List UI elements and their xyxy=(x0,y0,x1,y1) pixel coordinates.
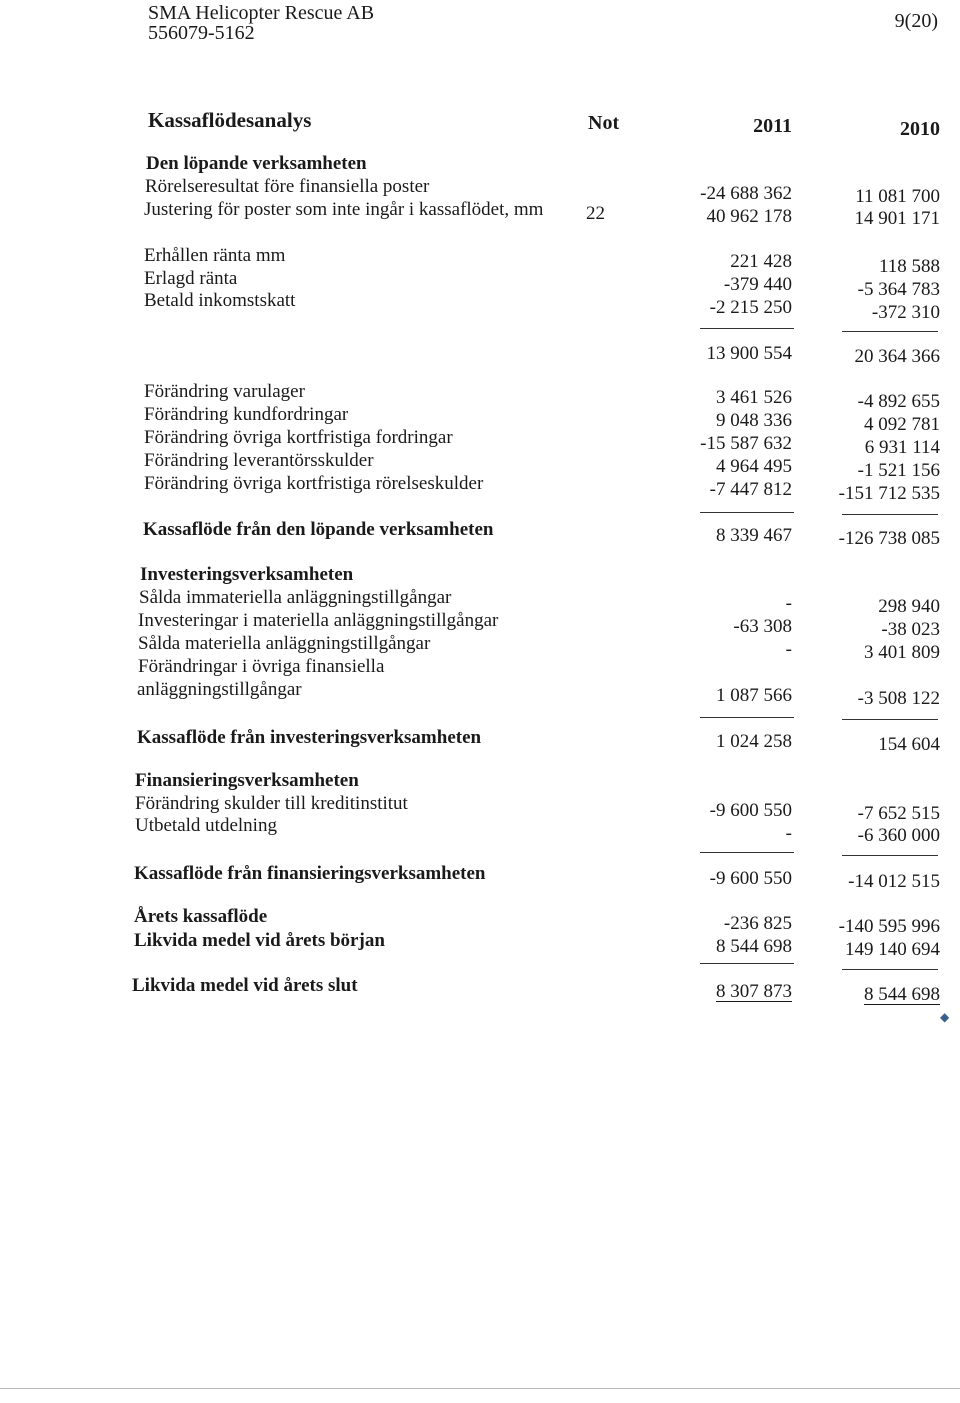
cash-start-2010: 149 140 694 xyxy=(845,939,940,960)
row-note: 22 xyxy=(586,203,605,224)
subtotal-rule-2010 xyxy=(842,969,938,970)
section-heading-operating: Den löpande verksamheten xyxy=(146,153,367,174)
row-value-2010: 298 940 xyxy=(878,596,940,617)
row-value-2011: -63 308 xyxy=(733,616,792,637)
row-label: Förändring leverantörsskulder xyxy=(144,450,374,471)
cash-end-2011: 8 307 873 xyxy=(716,981,792,1002)
operating-cashflow-2011: 8 339 467 xyxy=(716,525,792,546)
page-title: Kassaflödesanalys xyxy=(148,108,312,132)
investing-cashflow-2011: 1 024 258 xyxy=(716,731,792,752)
row-label: Förändring skulder till kreditinstitut xyxy=(135,793,408,814)
row-label: Förändringar i övriga finansiella xyxy=(138,656,385,677)
row-value-2010: -4 892 655 xyxy=(857,391,940,412)
row-label: Investeringar i materiella anläggningstillgångar xyxy=(138,610,499,631)
row-label: Justering för poster som inte ingår i kassaflödet, mm xyxy=(144,199,544,220)
subtotal-rule-2011 xyxy=(700,963,794,964)
row-label: Utbetald utdelning xyxy=(135,815,277,836)
year-cashflow-label: Årets kassaflöde xyxy=(134,906,268,927)
year-cashflow-2010: -140 595 996 xyxy=(838,916,940,937)
row-label: Sålda materiella anläggningstillgångar xyxy=(138,633,431,654)
col-header-2011: 2011 xyxy=(753,115,792,137)
row-value-2011: - xyxy=(785,639,792,660)
page-bottom-rule xyxy=(0,1388,960,1389)
row-value-2010: 4 092 781 xyxy=(864,414,940,435)
row-value-2011: -15 587 632 xyxy=(700,433,792,454)
section-heading-investing: Investeringsverksamheten xyxy=(140,564,354,585)
row-value-2010: 3 401 809 xyxy=(864,642,940,663)
org-number: 556079-5162 xyxy=(148,22,255,44)
row-label: Förändring kundfordringar xyxy=(144,404,349,425)
subtotal-value-2010: 20 364 366 xyxy=(854,346,940,367)
row-label: Erhållen ränta mm xyxy=(144,245,286,266)
cash-end-2010: 8 544 698 xyxy=(864,984,940,1005)
row-value-2011: -2 215 250 xyxy=(709,297,792,318)
row-value-2010: -372 310 xyxy=(871,302,940,323)
company-name: SMA Helicopter Rescue AB xyxy=(148,2,375,24)
operating-cashflow-label: Kassaflöde från den löpande verksamheten xyxy=(143,519,494,540)
row-label: Förändring varulager xyxy=(144,381,305,402)
row-value-2011: -24 688 362 xyxy=(700,183,792,204)
row-label: Rörelseresultat före finansiella poster xyxy=(145,176,430,197)
year-cashflow-2011: -236 825 xyxy=(723,913,792,934)
row-value-2010: -1 521 156 xyxy=(857,460,940,481)
subtotal-rule-2010 xyxy=(842,514,938,515)
row-value-2010: 6 931 114 xyxy=(864,437,940,458)
row-value-2011: 1 087 566 xyxy=(716,685,792,706)
row-value-2010: 14 901 171 xyxy=(854,208,940,229)
row-label: Förändring övriga kortfristiga rörelseskulder xyxy=(144,473,484,494)
investing-cashflow-2010: 154 604 xyxy=(878,734,940,755)
row-value-2011: 40 962 178 xyxy=(706,206,792,227)
row-value-2011: 3 461 526 xyxy=(716,387,792,408)
col-header-not: Not xyxy=(588,112,620,134)
financing-cashflow-2011: -9 600 550 xyxy=(709,868,792,889)
row-value-2011: -9 600 550 xyxy=(709,800,792,821)
row-value-2011: - xyxy=(785,593,792,614)
row-label: Betald inkomstskatt xyxy=(144,290,296,311)
subtotal-rule-2011 xyxy=(700,328,794,329)
scan-mark: ◆ xyxy=(940,1010,950,1024)
operating-cashflow-2010: -126 738 085 xyxy=(838,528,940,549)
row-value-2010: 11 081 700 xyxy=(855,186,940,207)
row-value-2010: 118 588 xyxy=(878,256,940,277)
cash-end-label: Likvida medel vid årets slut xyxy=(132,975,358,996)
row-value-2011: -7 447 812 xyxy=(709,479,792,500)
col-header-2010: 2010 xyxy=(900,118,940,140)
row-label: Sålda immateriella anläggningstillgångar xyxy=(139,587,452,608)
financing-cashflow-2010: -14 012 515 xyxy=(848,871,940,892)
row-value-2010: -3 508 122 xyxy=(857,688,940,709)
row-value-2010: -38 023 xyxy=(881,619,940,640)
row-value-2010: -6 360 000 xyxy=(857,825,940,846)
row-label: anläggningstillgångar xyxy=(137,679,302,700)
subtotal-value-2011: 13 900 554 xyxy=(706,343,792,364)
section-heading-financing: Finansieringsverksamheten xyxy=(135,770,359,791)
row-value-2010: -151 712 535 xyxy=(838,483,940,504)
row-value-2011: 4 964 495 xyxy=(716,456,792,477)
subtotal-rule-2010 xyxy=(842,855,938,856)
subtotal-rule-2011 xyxy=(700,512,794,513)
row-label: Förändring övriga kortfristiga fordringar xyxy=(144,427,453,448)
financing-cashflow-label: Kassaflöde från finansieringsverksamheten xyxy=(134,863,486,884)
cash-start-2011: 8 544 698 xyxy=(716,936,792,957)
row-value-2011: 9 048 336 xyxy=(716,410,792,431)
row-value-2011: - xyxy=(785,823,792,844)
cash-start-label: Likvida medel vid årets början xyxy=(134,930,385,951)
row-value-2010: -5 364 783 xyxy=(857,279,940,300)
subtotal-rule-2010 xyxy=(842,719,938,720)
subtotal-rule-2010 xyxy=(842,331,938,332)
subtotal-rule-2011 xyxy=(700,717,794,718)
row-value-2011: 221 428 xyxy=(730,251,792,272)
row-value-2010: -7 652 515 xyxy=(857,803,940,824)
row-value-2011: -379 440 xyxy=(723,274,792,295)
row-label: Erlagd ränta xyxy=(144,268,238,289)
investing-cashflow-label: Kassaflöde från investeringsverksamheten xyxy=(137,727,482,748)
page-number: 9(20) xyxy=(894,10,938,32)
subtotal-rule-2011 xyxy=(700,852,794,853)
